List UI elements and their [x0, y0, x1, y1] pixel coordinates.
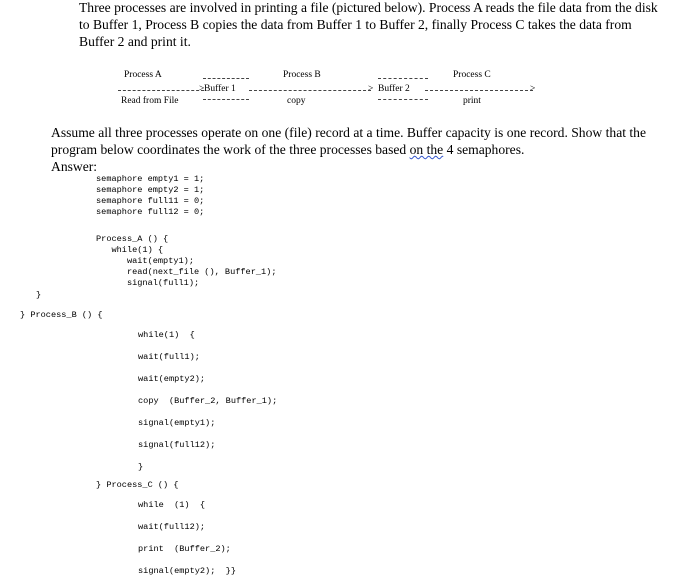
buffer1-label: Buffer 1: [204, 84, 236, 94]
buffer1-top-edge: [203, 78, 249, 79]
code-line: wait(full1);: [138, 352, 200, 362]
print-label: print: [463, 96, 481, 106]
code-line: } Process_C () {: [96, 480, 179, 490]
copy-label: copy: [287, 96, 306, 106]
code-line: signal(empty2); }}: [138, 566, 236, 576]
code-line: while(1) {: [96, 245, 164, 255]
code-line: signal(full1);: [96, 278, 200, 288]
arrow-buffer1-to-buffer2: [249, 90, 371, 91]
arrow-buffer2-to-c: [425, 90, 533, 91]
spellcheck-underlined-text: on the: [409, 142, 444, 157]
buffer2-top-edge: [378, 78, 428, 79]
assumption-text: Assume all three processes operate on one (file) record at a time. Buffer capacity is one record. Show that the program below coordinates the work of the three processes based: [51, 125, 647, 157]
code-line: copy (Buffer_2, Buffer_1);: [138, 396, 278, 406]
code-line: signal(full12);: [138, 440, 216, 450]
process-a-label: Process A: [124, 70, 162, 80]
arrow-a-to-buffer1: [118, 90, 204, 91]
code-line: wait(full12);: [138, 522, 206, 532]
code-line: semaphore empty2 = 1;: [96, 185, 205, 195]
problem-intro: Three processes are involved in printing a file (pictured below). Process A reads the file data from the disk to Buffer 1, Process B copies the data from Buffer 1 to Buffer 2, finally Process C takes the data from Buffer 2 and print it.: [79, 0, 658, 49]
code-line: semaphore full11 = 0;: [96, 196, 205, 206]
code-line: signal(empty1);: [138, 418, 216, 428]
process-c-label: Process C: [453, 70, 491, 80]
buffer2-bottom-edge: [378, 99, 428, 100]
code-line: semaphore empty1 = 1;: [96, 174, 205, 184]
buffer1-bottom-edge: [203, 99, 249, 100]
read-from-file-label: Read from File: [121, 96, 179, 106]
code-line: print (Buffer_2);: [138, 544, 231, 554]
arrow-head-icon: >: [199, 84, 205, 94]
code-line: } Process_B () {: [20, 310, 103, 320]
code-line: while(1) {: [138, 330, 195, 340]
answer-label: Answer:: [51, 159, 98, 174]
arrow-head-icon: >: [530, 84, 536, 94]
code-line: while (1) {: [138, 500, 206, 510]
process-b-label: Process B: [283, 70, 321, 80]
code-line: }: [138, 462, 144, 472]
code-line: Process_A () {: [96, 234, 169, 244]
code-line: semaphore full12 = 0;: [96, 207, 205, 217]
code-line: wait(empty1);: [96, 256, 194, 266]
assumption-text-end: 4 semaphores.: [443, 142, 525, 157]
arrow-head-icon: >: [368, 84, 374, 94]
buffer2-label: Buffer 2: [378, 84, 410, 94]
code-line: }: [36, 290, 42, 300]
code-line: wait(empty2);: [138, 374, 206, 384]
assumption-paragraph: [51, 124, 651, 175]
code-line: read(next_file (), Buffer_1);: [96, 267, 277, 277]
